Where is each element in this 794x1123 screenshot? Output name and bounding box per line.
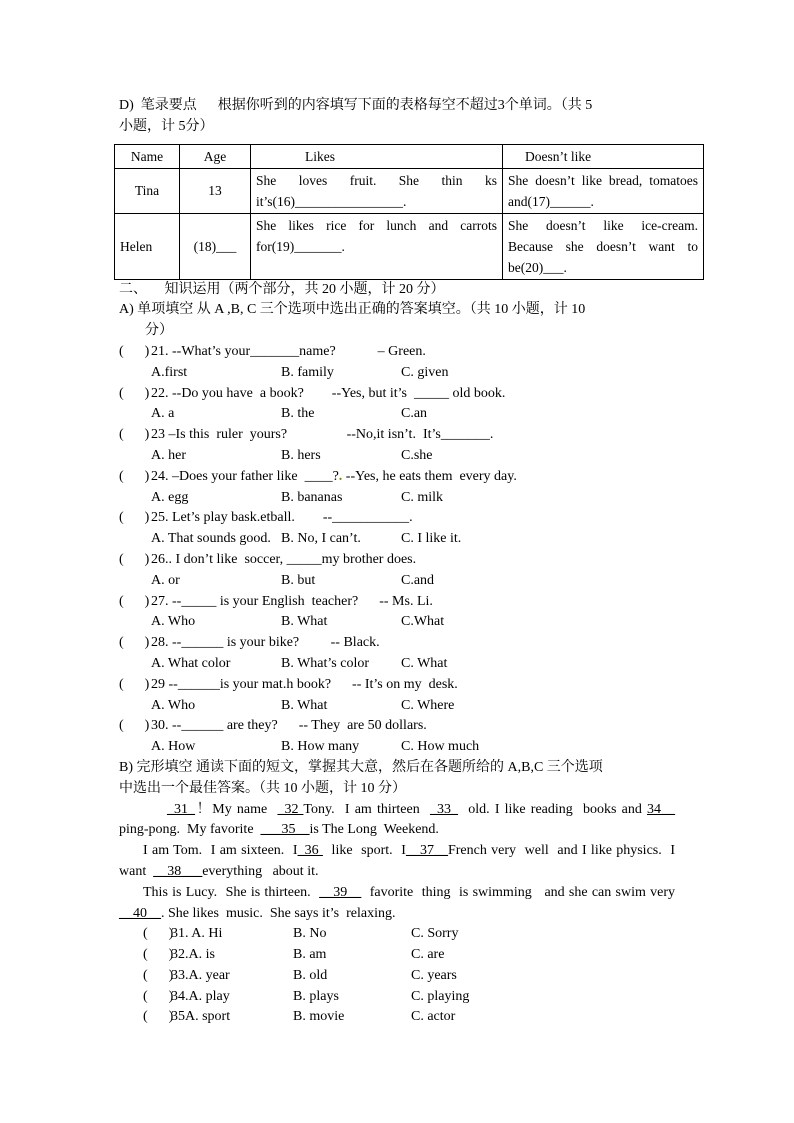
option-b: B. the: [281, 406, 315, 422]
question-item: [119, 467, 675, 488]
answer-bracket: ( ): [119, 427, 150, 443]
cell-dislikes: She doesn’t like ice-cream. Because she doesn’t want to be(20)___.: [503, 213, 704, 279]
option-row: [119, 654, 675, 675]
option-b: B. plays: [293, 988, 339, 1004]
option-a: 31. A. Hi: [171, 926, 223, 942]
option-c: C.and: [401, 572, 435, 588]
answer-bracket: ( ): [143, 967, 174, 983]
option-c: C. years: [411, 967, 457, 983]
option-b: B. bananas: [281, 489, 343, 505]
option-a: A.first: [151, 364, 188, 380]
question-item: [119, 508, 675, 529]
option-c: C. How much: [401, 739, 480, 755]
option-c: C. playing: [411, 988, 470, 1004]
option-a: A. egg: [151, 489, 189, 505]
paragraph-text: ping-pong. My favorite: [119, 801, 683, 838]
answer-bracket: ( ): [143, 926, 174, 942]
blank-number: __38___: [153, 863, 203, 879]
blank-number: _36: [297, 843, 323, 859]
option-a: 32.A. is: [171, 947, 215, 963]
option-c: C. actor: [411, 1009, 456, 1025]
answer-bracket: ( ): [143, 1009, 174, 1025]
header-name: Name: [115, 144, 180, 168]
option-a: 35A. sport: [171, 1009, 231, 1025]
question-text: 28. --______ is your bike? -- Black.: [151, 635, 380, 651]
answer-bracket: ( ): [119, 343, 150, 359]
section-d-heading-cont: 小题，计 5分）: [119, 118, 214, 134]
question-item: [119, 550, 675, 571]
option-row: [119, 612, 675, 633]
answer-bracket: ( ): [119, 551, 150, 567]
question-text-cont: --Yes, he eats them every day.: [342, 468, 517, 484]
answer-bracket: ( ): [143, 947, 174, 963]
option-b: B. movie: [293, 1009, 345, 1025]
paragraph-text: French very well and I like physics. I want: [119, 843, 679, 879]
header-dislikes: Doesn’t like: [503, 144, 704, 168]
option-c: C. Sorry: [411, 926, 459, 942]
table-row: [115, 168, 704, 213]
paragraph-text: favorite thing is swimming and she can swim very: [361, 884, 679, 900]
cloze-paragraph-1: [119, 800, 683, 842]
option-b: B. How many: [281, 739, 360, 755]
option-a: A. That sounds good.: [151, 531, 271, 547]
option-c: C. given: [401, 364, 449, 380]
cell-likes: She likes rice for lunch and carrots for(19)_______.: [251, 213, 503, 279]
part-b-heading-cont: 中选出一个最佳答案。（共 10 小题，计 10 分）: [119, 780, 406, 796]
blank-number: _31_: [167, 801, 195, 817]
option-c: C. are: [411, 947, 445, 963]
question-text: 26.. I don’t like soccer, _____my brother does.: [151, 551, 417, 567]
option-b: B. family: [281, 364, 334, 380]
option-row: [119, 363, 675, 384]
cell-dislikes: She doesn’t like bread, tomatoes and(17)______.: [503, 168, 704, 213]
blank-number: _33_: [430, 801, 458, 817]
answer-bracket: ( ): [143, 988, 174, 1004]
answer-bracket: ( ): [119, 718, 150, 734]
question-item: [119, 675, 675, 696]
cell-name: Tina: [115, 168, 180, 213]
paragraph-text: . She likes music. She says it’s relaxing.: [161, 905, 396, 921]
option-c: C. milk: [401, 489, 444, 505]
option-row: [119, 571, 675, 592]
question-item: [119, 633, 675, 654]
cloze-paragraph-2: [119, 841, 679, 883]
question-text: 24. –Does your father like ____?: [151, 468, 339, 484]
cloze-question-list: [119, 924, 675, 1028]
question-text: 27. --_____ is your English teacher? -- Ms. Li.: [151, 593, 433, 609]
blank-number: _32: [277, 801, 304, 817]
question-text: 25. Let’s play bask.etball. --___________.: [151, 510, 413, 526]
option-row: [119, 696, 675, 717]
part-a-heading-cont: 分）: [145, 323, 173, 339]
option-c: C.What: [401, 614, 445, 630]
option-row: [119, 737, 675, 758]
option-c: C.an: [401, 406, 428, 422]
cell-age: (18)___: [180, 213, 251, 279]
paragraph-text: is The Long Weekend.: [309, 822, 439, 838]
option-b: B. but: [281, 572, 316, 588]
option-b: B. old: [293, 967, 328, 983]
option-c: C. I like it.: [401, 531, 462, 547]
cloze-item: [119, 966, 675, 987]
option-a: A. or: [151, 572, 180, 588]
table-header-row: [115, 144, 704, 168]
header-likes: Likes: [251, 144, 503, 168]
section-d-heading: D) 笔录要点 根据你听到的内容填写下面的表格每空不超过3个单词。（共 5: [119, 98, 593, 113]
paragraph-text: like sport. I: [322, 843, 406, 859]
question-text: 23 –Is this ruler yours? --No,it isn’t. It’s_______.: [151, 427, 494, 443]
option-b: B. No: [293, 926, 327, 942]
option-b: B. What: [281, 614, 328, 630]
option-a: 33.A. year: [171, 967, 230, 983]
blank-number: ___35__: [260, 822, 310, 838]
option-a: A. How: [151, 739, 196, 755]
paragraph-text: everything about it.: [202, 863, 319, 879]
question-text: 21. --What’s your_______name? – Green.: [151, 343, 426, 359]
cloze-item: [119, 1007, 675, 1028]
question-text: 22. --Do you have a book? --Yes, but it’s _____ old book.: [151, 385, 506, 401]
part-b-heading: B) 完形填空 通读下面的短文，掌握其大意，然后在各题所给的 A,B,C 三个选项: [119, 759, 603, 775]
answer-bracket: ( ): [119, 676, 150, 692]
answer-bracket: ( ): [119, 635, 150, 651]
exam-page: [119, 96, 698, 1028]
notes-table: [114, 144, 704, 280]
question-item: [119, 716, 675, 737]
blank-number: __40__: [119, 905, 161, 921]
cell-age: 13: [180, 168, 251, 213]
answer-bracket: ( ): [119, 510, 150, 526]
table-row: [115, 213, 704, 279]
option-a: A. her: [151, 447, 186, 463]
option-a: A. Who: [151, 697, 196, 713]
option-b: B. What’s color: [281, 655, 370, 671]
option-b: B. hers: [281, 447, 321, 463]
question-text: 29 --______is your mat.h book? -- It’s on my desk.: [151, 676, 458, 692]
option-c: C.she: [401, 447, 433, 463]
option-b: B. No, I can’t.: [281, 531, 361, 547]
section-2-heading: 二、 知识运用（两个部分，共 20 小题，计 20 分）: [119, 281, 445, 297]
option-a: A. What color: [151, 655, 231, 671]
answer-bracket: ( ): [119, 468, 150, 484]
paragraph-text: Tony. I am thirteen: [303, 801, 430, 817]
question-item: [119, 592, 675, 613]
paragraph-text: ！My name: [195, 801, 278, 817]
question-item: [119, 425, 675, 446]
blank-number: __39__: [319, 884, 362, 900]
option-c: C. What: [401, 655, 448, 671]
option-row: [119, 488, 675, 509]
option-row: [119, 446, 675, 467]
header-age: Age: [180, 144, 251, 168]
option-row: [119, 529, 675, 550]
paragraph-text: I am Tom. I am sixteen. I: [143, 843, 298, 859]
paragraph-text: This is Lucy. She is thirteen.: [143, 884, 320, 900]
option-a: 34.A. play: [171, 988, 230, 1004]
option-row: [119, 404, 675, 425]
question-text: 30. --______ are they? -- They are 50 dollars.: [151, 718, 427, 734]
option-c: C. Where: [401, 697, 455, 713]
cell-name: Helen: [115, 213, 180, 279]
paragraph-text: old. I like reading books and: [458, 801, 648, 817]
mc-question-list: [119, 342, 675, 758]
option-b: B. am: [293, 947, 327, 963]
option-a: A. Who: [151, 614, 196, 630]
decorative-dot: .: [338, 468, 343, 484]
blank-number: 34__: [647, 801, 676, 817]
part-a-heading: A) 单项填空 从 A ,B, C 三个选项中选出正确的答案填空。（共 10 小题，计 10: [119, 302, 586, 318]
blank-number: __37__: [405, 843, 448, 859]
question-item: [119, 384, 675, 405]
cell-likes: She loves fruit. She thin ks it’s(16)________________.: [251, 168, 503, 213]
cloze-item: [119, 945, 675, 966]
option-a: A. a: [151, 406, 175, 422]
cloze-item: [119, 987, 675, 1008]
answer-bracket: ( ): [119, 593, 150, 609]
option-b: B. What: [281, 697, 328, 713]
cloze-item: [119, 924, 675, 945]
cloze-paragraph-3: [119, 883, 679, 925]
answer-bracket: ( ): [119, 385, 150, 401]
question-item: [119, 342, 675, 363]
